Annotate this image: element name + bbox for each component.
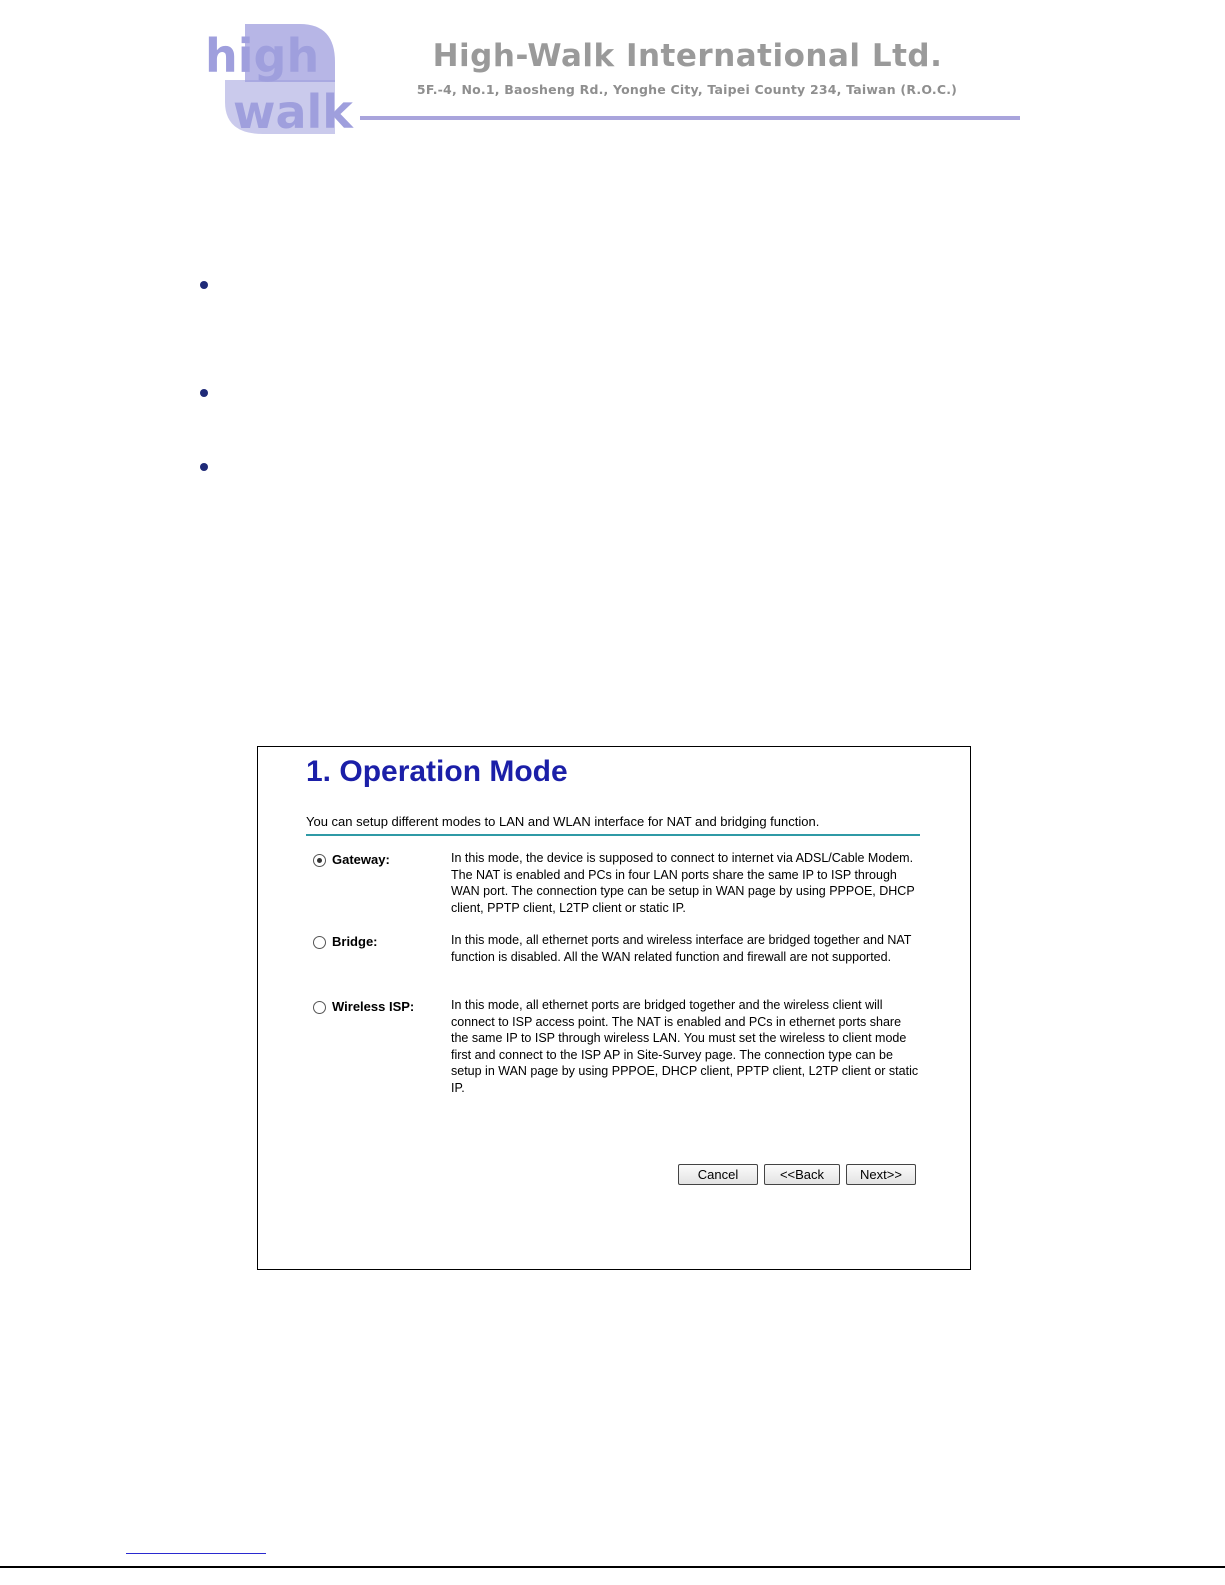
company-name: High-Walk International Ltd. bbox=[432, 38, 943, 74]
bridge-label[interactable]: Bridge: bbox=[332, 934, 378, 949]
next-button[interactable]: Next>> bbox=[846, 1164, 916, 1185]
wireless-isp-radio[interactable] bbox=[313, 1001, 326, 1014]
back-button[interactable]: <<Back bbox=[764, 1164, 840, 1185]
bullet-point bbox=[200, 281, 208, 289]
gateway-label[interactable]: Gateway: bbox=[332, 852, 390, 867]
footer-link-underline[interactable] bbox=[126, 1553, 266, 1554]
operation-mode-panel bbox=[257, 746, 971, 1270]
svg-text:high: high bbox=[205, 29, 320, 83]
bullet-point bbox=[200, 463, 208, 471]
page-description: You can setup different modes to LAN and WLAN interface for NAT and bridging function. bbox=[306, 814, 820, 829]
bridge-description: In this mode, all ethernet ports and wireless interface are bridged together and NAT function is disabled. All the WAN related function and firewall are not supported. bbox=[451, 933, 912, 964]
page-title: 1. Operation Mode bbox=[306, 755, 568, 788]
svg-text:walk: walk bbox=[233, 85, 353, 137]
company-address: 5F.-4, No.1, Baosheng Rd., Yonghe City, Taipei County 234, Taiwan (R.O.C.) bbox=[416, 82, 958, 97]
page-bottom-divider bbox=[0, 1566, 1225, 1568]
wireless-isp-description: In this mode, all ethernet ports are bridged together and the wireless client will connect to ISP access point. The NAT is enabled and PCs in ethernet ports share the same IP to ISP through wireless LAN. You must set the wireless to client mode first and connect to the ISP AP in Site-Survey page. The connection type can be setup in WAN page by using PPPOE, DHCP client, PPTP client, L2TP client or static IP. bbox=[451, 998, 919, 1095]
header-divider bbox=[360, 116, 1020, 120]
gateway-description: In this mode, the device is supposed to connect to internet via ADSL/Cable Modem. The NAT is enabled and PCs in four LAN ports share the same IP to ISP through WAN port. The connection type can be setup in WAN page by using PPPOE, DHCP client, PPTP client, L2TP client or static IP. bbox=[451, 851, 915, 915]
gateway-radio[interactable] bbox=[313, 854, 326, 867]
cancel-button[interactable]: Cancel bbox=[678, 1164, 758, 1185]
bridge-radio[interactable] bbox=[313, 936, 326, 949]
title-divider bbox=[306, 834, 920, 836]
wireless-isp-label[interactable]: Wireless ISP: bbox=[332, 999, 415, 1014]
bullet-point bbox=[200, 389, 208, 397]
high-walk-logo bbox=[205, 22, 360, 137]
